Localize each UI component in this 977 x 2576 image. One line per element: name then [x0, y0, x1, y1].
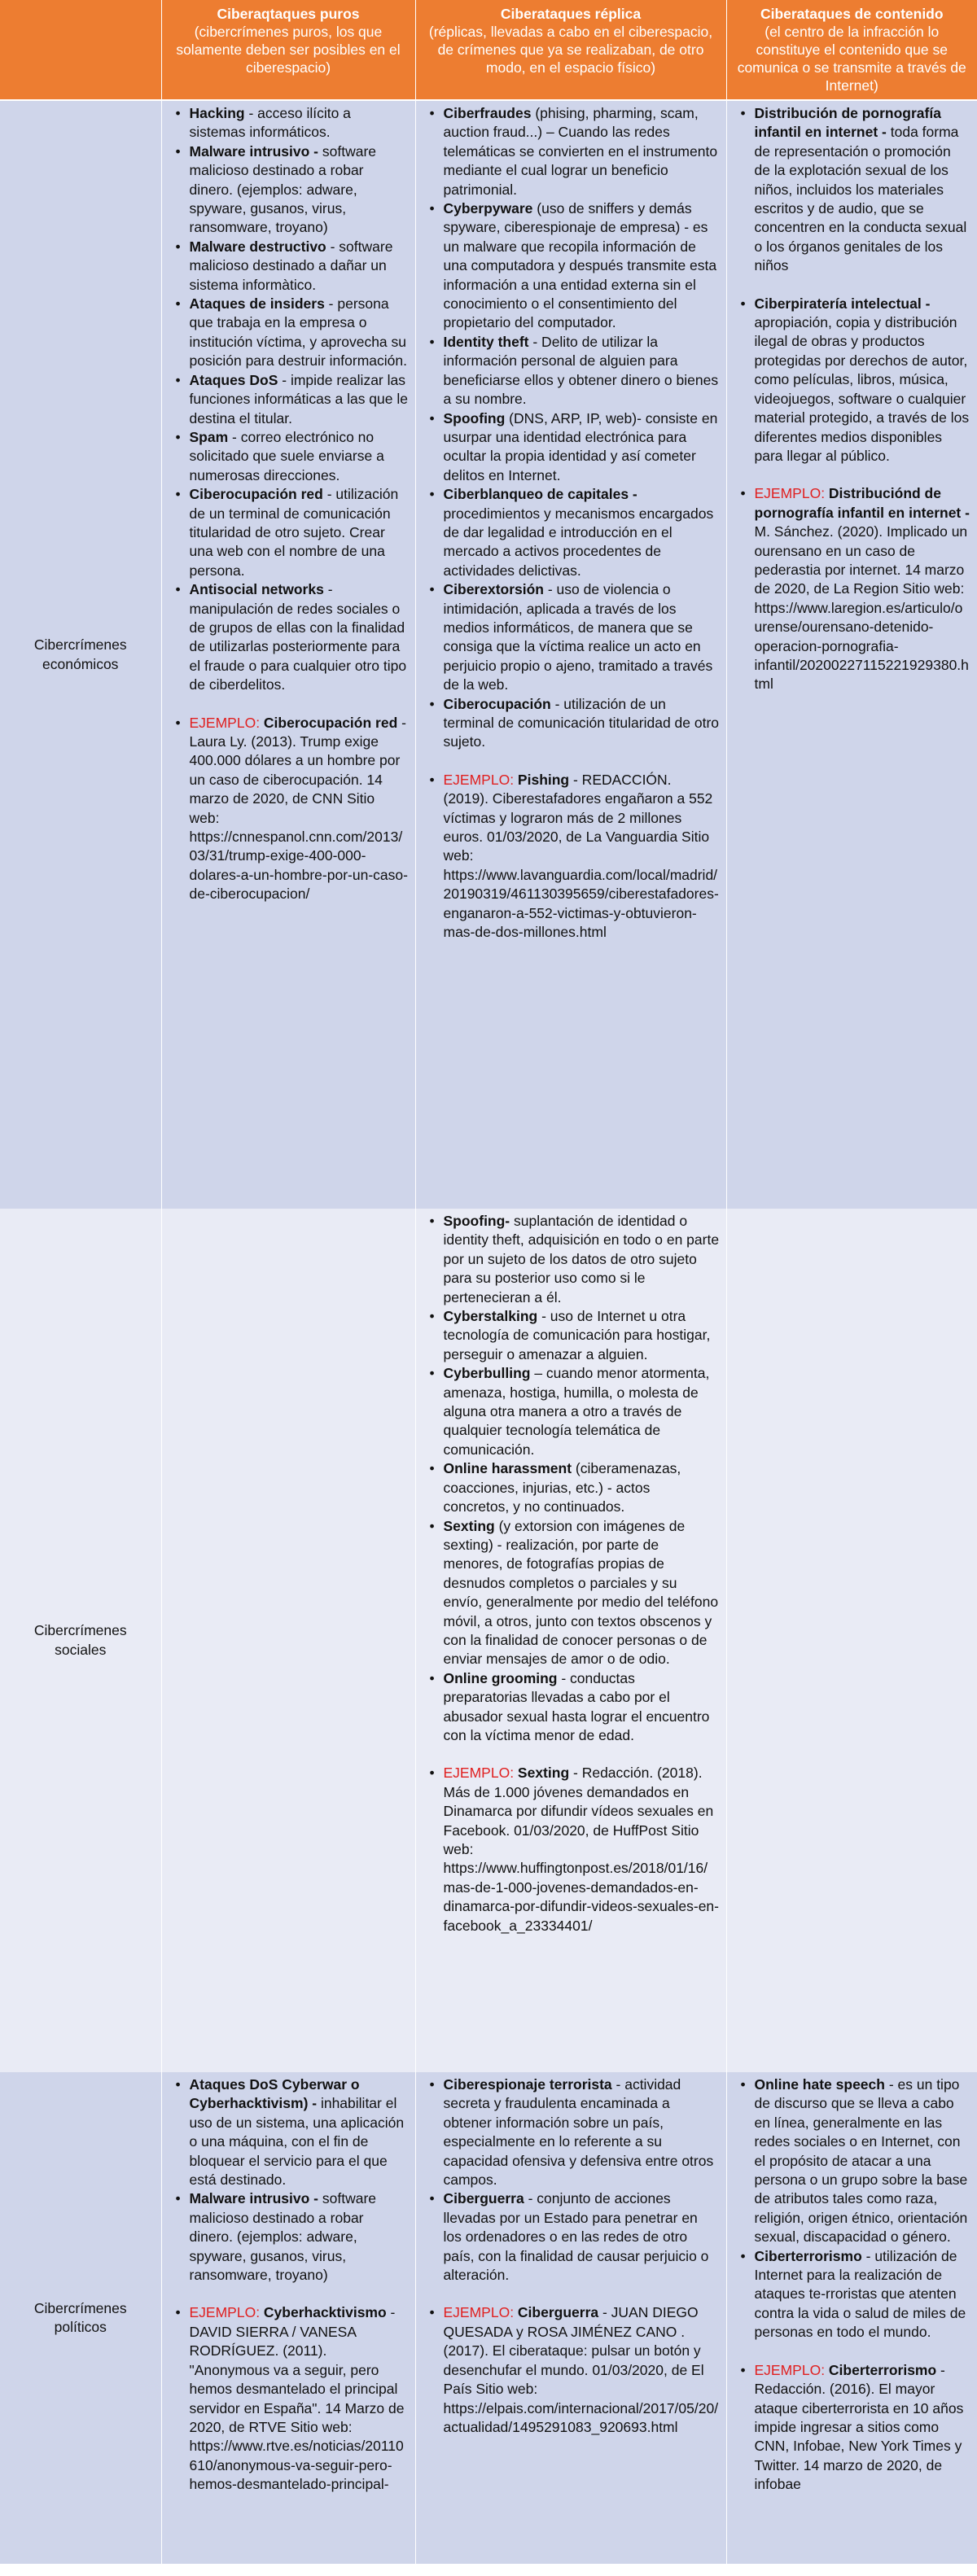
item-text: (DNS, ARP, IP, web)- consiste en usurpar una identidad electrónica para ocultar la propia identidad y así cometer delitos en Internet.: [443, 409, 718, 483]
item-term: Online harassment: [443, 1460, 572, 1477]
header-puros-title: Ciberaqtaques puros: [217, 6, 360, 22]
item-text: - Delito de utilizar la información personal de alguien para beneficiarse ellos y obtener dinero o bienes a su nombre.: [443, 333, 719, 408]
item-term: Distribución de pornografía infantil en internet -: [754, 105, 941, 141]
list-item: [444, 485, 720, 580]
list-item: [444, 104, 720, 199]
header-puros: [161, 0, 415, 100]
cell-political-puros: [161, 2072, 415, 2564]
item-term: Cyberstalking: [443, 1308, 538, 1325]
item-text: - utilización de un terminal de comunicación titularidad de otro sujeto.: [443, 695, 720, 750]
item-text: (y extorsion con imágenes de sexting) - realización, por parte de menores, de fotografías propias de desnudos completos o parciales y su envío, generalmente por medio del teléfono móvil, a otros, junto con textos obscenos y con la finalidad de conocer personas o de enviar mensajes de amor o de odio.: [443, 1517, 719, 1668]
example-text: - REDACCIÓN. (2019). Ciberestafadores engañaron a 552 víctimas y lograron más de 2 millones euros. 01/03/2020, de La Vanguardia Sitio web: https://www.lavanguardia.com/local/madrid/20190319/461130395659/ciberestafadores-enganaron-a-552-victimas-y-obtuvieron-mas-de-dos-millones.html: [443, 771, 719, 941]
item-text: toda forma de representación o promoción de la explotación sexual de los niños, incluidos los materiales escritos y de audio, que se concentren en la conducta sexual o los órganos genitales de los niños: [754, 124, 967, 274]
header-replica-title: Ciberataques réplica: [500, 6, 642, 22]
item-text: (ciberamenazas, coacciones, injurias, etc.) - actos concretos, y no continuados.: [443, 1460, 681, 1515]
example-term: Distribuciónd de pornografía infantil en internet -: [754, 485, 970, 521]
example-label: EJEMPLO:: [189, 2304, 264, 2321]
header-replica: [415, 0, 726, 100]
example-term: Ciberguerra: [517, 2304, 599, 2321]
item-text: - acceso ilícito a sistemas informáticos.: [189, 105, 351, 141]
item-term: Malware intrusivo -: [189, 2190, 319, 2207]
item-text: – cuando menor atormenta, amenaza, hostiga, humilla, o molesta de alguna otra manera a otro a través de qualquier tecnología telemática de comunicación.: [443, 1365, 710, 1458]
item-term: Antisocial networks: [189, 581, 324, 598]
item-term: Malware destructivo: [189, 238, 326, 255]
example-item: [755, 2361, 971, 2495]
list-item: [190, 238, 409, 295]
header-puros-subtitle: (cibercrímenes puros, los que solamente deben ser posibles en el ciberespacio): [176, 24, 401, 76]
cell-economic-puros: [161, 100, 415, 1209]
item-text: - uso de Internet u otra tecnología de comunicación para hostigar, perseguir o amenazar a alguien.: [443, 1308, 711, 1362]
list-item: [444, 199, 720, 333]
example-item: [190, 2303, 409, 2494]
item-term: Ciberfraudes: [443, 105, 532, 121]
list-item: [444, 695, 720, 752]
example-item: [444, 1764, 720, 1935]
example-text: - JUAN DIEGO QUESADA y ROSA JIMÉNEZ CANO . (2017). El ciberataque: pulsar un botón y desenchufar el mundo. 01/03/2020, de El País Sitio web: https://elpais.com/internacional/2017/05/20/actualidad/1495291083_920693.html: [443, 2304, 719, 2435]
item-term: Sexting: [443, 1517, 495, 1534]
item-text: - conjunto de acciones llevadas por un Estado para penetrar en los ordenadores o en las redes de otro país, con la finalidad de causar perjuicio o alteración.: [443, 2190, 709, 2284]
header-replica-subtitle: (réplicas, llevadas a cabo en el ciberespacio, de crímenes que ya se realizaban, de otro modo, en el espacio físico): [428, 24, 713, 76]
item-text: software malicioso destinado a robar dinero. (ejemplos: adware, spyware, gusanos, virus, ransomware, troyano): [189, 142, 377, 236]
row-label-economic: Cibercrímenes económicos: [0, 100, 161, 1209]
example-item: [444, 2303, 720, 2437]
item-term: Ataques DoS Cyberwar o Cyberhacktivism) -: [189, 2076, 360, 2112]
list-item: [444, 1212, 720, 1307]
item-text: - correo electrónico no solicitado que suele enviarse a numerosas direcciones.: [189, 428, 384, 483]
list-item: [190, 2075, 409, 2189]
list-economic-contenido: [734, 104, 971, 694]
header-contenido: [726, 0, 977, 100]
list-item: [755, 104, 971, 276]
list-item: [190, 295, 409, 371]
cell-economic-replica: [415, 100, 726, 1209]
item-term: Ciberterrorismo: [754, 2247, 862, 2264]
header-corner: [0, 0, 161, 100]
list-economic-puros: [169, 104, 409, 904]
list-item: [190, 142, 409, 238]
example-label: EJEMPLO:: [443, 2304, 518, 2321]
row-political: [0, 2072, 977, 2564]
example-term: Ciberterrorismo: [828, 2361, 937, 2378]
item-text: software malicioso destinado a robar dinero. (ejemplos: adware, spyware, gusanos, virus, ransomware, troyano): [189, 2190, 377, 2284]
list-item: [755, 2075, 971, 2247]
list-item: [755, 2247, 971, 2342]
item-term: Hacking: [189, 105, 245, 121]
item-term: Ataques DoS: [189, 371, 278, 388]
example-item: [190, 714, 409, 904]
cell-social-puros: [161, 1209, 415, 2072]
list-item: [190, 580, 409, 694]
list-item: [444, 2075, 720, 2189]
example-label: EJEMPLO:: [754, 2361, 829, 2378]
list-item: [755, 295, 971, 466]
item-text: - manipulación de redes sociales o de grupos de ellas con la finalidad de utilizarlas posteriormente para el fraude o para cualquier otro tipo de ciberdelitos.: [189, 581, 407, 693]
list-item: [190, 2189, 409, 2285]
list-item: [444, 1459, 720, 1516]
cell-political-replica: [415, 2072, 726, 2564]
example-text: M. Sánchez. (2020). Implicado un ourensano en un caso de pederastia por internet. 14 marzo de 2020, de La Region Sitio web: https://www.laregion.es/articulo/ourense/ourensano-detenido-operacion-pornografia-infantil/20200227115221929380.html: [754, 523, 969, 693]
example-label: EJEMPLO:: [443, 1765, 518, 1782]
list-item: [444, 1364, 720, 1459]
row-economic: [0, 100, 977, 1209]
item-term: Ciberpiratería intelectual -: [754, 295, 931, 312]
item-text: procedimientos y mecanismos encargados de dar legalidad e introducción en el mercado a activos procedentes de actividades delictivas.: [443, 505, 714, 579]
example-item: [755, 484, 971, 693]
item-text: - utilización de un terminal de comunicación titularidad de otro sujeto. Crear una web con el nombre de una persona.: [189, 486, 399, 579]
list-item: [444, 1517, 720, 1669]
list-item: [444, 1307, 720, 1364]
list-social-replica: [423, 1212, 720, 1935]
list-item: [444, 2189, 720, 2285]
item-text: - persona que trabaja en la empresa o institución víctima, y aprovecha su posición para destruir información.: [189, 295, 407, 370]
list-item: [190, 485, 409, 580]
row-label-political: Cibercrímenes políticos: [0, 2072, 161, 2564]
item-term: Spoofing: [443, 409, 506, 426]
item-term: Spam: [189, 428, 229, 445]
item-text: - impide realizar las funciones informáticas a las que le destina el titular.: [189, 371, 408, 426]
list-item: [444, 580, 720, 694]
example-label: EJEMPLO:: [754, 485, 829, 502]
example-term: Cyberhacktivismo: [263, 2304, 387, 2321]
cell-economic-contenido: [726, 100, 977, 1209]
list-political-puros: [169, 2075, 409, 2495]
item-text: - uso de violencia o intimidación, aplicada a través de los medios informáticos, de manera que se consiga que la víctima realice un acto en perjuicio propio o ajeno, tramitado a través de la web.: [443, 581, 713, 693]
example-term: Pishing: [517, 771, 570, 788]
item-text: - software malicioso destinado a dañar un sistema informàtico.: [189, 238, 393, 293]
example-text: - Redacción. (2018). Más de 1.000 jóvenes demandados en Dinamarca por difundir vídeos sexuales en Facebook. 01/03/2020, de HuffPost Sitio web: https://www.huffingtonpost.es/2018/01/16/mas-de-1-000-jovenes-demandados-en-dinamarca-por-difundir-videos-sexuales-en-facebook_a_23334401/: [443, 1765, 719, 1934]
row-label-social: Cibercrímenes sociales: [0, 1209, 161, 2072]
item-term: Spoofing-: [443, 1213, 510, 1229]
item-term: Ciberespionaje terrorista: [443, 2076, 612, 2093]
item-text: - utilización de Internet para la realización de ataques te-rroristas que atenten contra la vida o salud de miles de personas en todo el mundo.: [754, 2247, 966, 2341]
example-term: Ciberocupación red: [263, 714, 398, 731]
list-item: [190, 371, 409, 428]
item-text: - es un tipo de discurso que se lleva a cabo en línea, generalmente en las redes sociales o en Internet, con el propósito de atacar a una persona o un grupo sobre la base de atributos tales como raza, religión, origen étnico, orientación sexual, discapacidad o género.: [754, 2076, 968, 2246]
header-contenido-subtitle: (el centro de la infracción lo constituye el contenido que se comunica o se transmite a través de Internet): [737, 24, 966, 94]
example-item: [444, 771, 720, 942]
example-term: Sexting: [517, 1765, 570, 1782]
item-term: Malware intrusivo -: [189, 142, 319, 160]
item-term: Cyberbulling: [443, 1365, 531, 1382]
item-term: Ciberextorsión: [443, 581, 544, 598]
item-term: Online grooming: [443, 1669, 558, 1686]
list-political-contenido: [734, 2075, 971, 2495]
item-text: - actividad secreta y fraudulenta encaminada a obtener información sobre un país, especialmente en lo referente a su capacidad ofensiva y defensiva entre otros campos.: [443, 2076, 714, 2189]
item-term: Ciberocupación red: [189, 486, 323, 503]
item-term: Ciberblanqueo de capitales -: [443, 486, 637, 503]
list-political-replica: [423, 2075, 720, 2437]
item-text: (uso de sniffers y demás spyware, ciberespionaje de empresa) - es un malware que recopila información de una computadora y después transmite esta información a una entidad externa sin el conocimiento o el consentimiento del propietario del computador.: [443, 200, 717, 331]
cell-social-replica: [415, 1209, 726, 2072]
example-text: - DAVID SIERRA / VANESA RODRÍGUEZ. (2011). "Anonymous va a seguir, pero hemos desmantelado el principal servidor en España". 14 Marzo de 2020, de RTVE Sitio web: https://www.rtve.es/noticias/20110610/anonymous-va-seguir-pero-hemos-desmantelado-principal-: [189, 2304, 405, 2493]
list-economic-replica: [423, 104, 720, 942]
list-item: [444, 409, 720, 486]
list-item: [444, 1669, 720, 1746]
cell-social-contenido: [726, 1209, 977, 2072]
item-text: apropiación, copia y distribución ilegal de obras y productos protegidas por derechos de autor, como películas, libros, música, videojuegos, software o cualquier material protegido, a través de los diferentes medios disponibles para llegar al público.: [754, 314, 970, 464]
header-row: [0, 0, 977, 100]
item-term: Ataques de insiders: [189, 295, 325, 313]
item-text: - conductas preparatorias llevadas a cabo por el abusador sexual hasta lograr el encuentro con la víctima menor de edad.: [443, 1669, 710, 1743]
example-text: - Laura Ly. (2013). Trump exige 400.000 dólares a un hombre por un caso de ciberocupación. 14 marzo de 2020, de CNN Sitio web: https://cnnespanol.cnn.com/2013/03/31/trump-exige-400-000-dolares-a-un-hombre-por-un-caso-de-ciberocupacion/: [189, 714, 408, 903]
example-label: EJEMPLO:: [443, 771, 518, 788]
item-term: Online hate speech: [754, 2076, 885, 2093]
item-text: suplantación de identidad o identity theft, adquisición en todo o en parte por un sujeto de los datos de otro sujeto para su posterior uso como si le pertenecieran a él.: [443, 1213, 720, 1305]
item-term: Ciberguerra: [443, 2190, 524, 2207]
row-social: [0, 1209, 977, 2072]
header-contenido-title: Ciberataques de contenido: [760, 6, 944, 22]
example-label: EJEMPLO:: [189, 714, 264, 731]
list-item: [190, 104, 409, 142]
example-text: - Redacción. (2016). El mayor ataque ciberterrorista en 10 años impide ingresar a sitios como CNN, Infobae, New York Times y Twitter. 14 marzo de 2020, de infobae: [754, 2361, 964, 2493]
list-item: [444, 333, 720, 409]
cell-political-contenido: [726, 2072, 977, 2564]
item-text: (phising, pharming, scam, auction fraud...) – Cuando las redes telemáticas se convierten en el instrumento mediante el cual lograr un beneficio patrimonial.: [443, 105, 718, 198]
list-item: [190, 428, 409, 485]
item-text: inhabilitar el uso de un sistema, una aplicación o una máquina, con el fin de bloquear el servicio para el que está destinado.: [189, 2095, 405, 2189]
item-term: Cyberpyware: [443, 200, 533, 217]
item-term: Ciberocupación: [443, 695, 551, 712]
item-term: Identity theft: [443, 333, 529, 350]
